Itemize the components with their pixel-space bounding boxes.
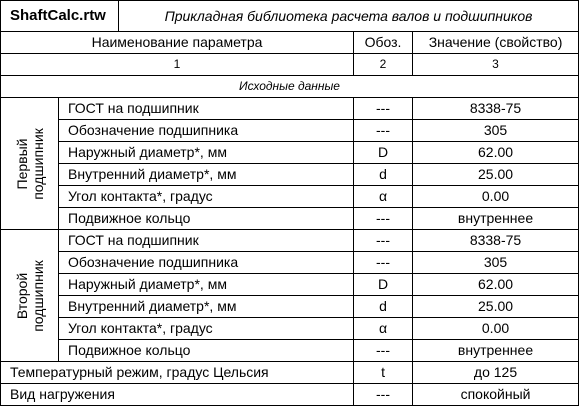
param-value[interactable]: 305 [413,252,579,274]
param-value[interactable]: 0.00 [413,186,579,208]
section-row [1,76,579,98]
param-symbol: d [354,164,413,186]
group-label-line1: Первый [13,138,30,189]
param-symbol: --- [354,252,413,274]
column-number-3: 3 [413,54,579,76]
param-symbol: --- [354,230,413,252]
param-value[interactable]: 0.00 [413,318,579,340]
param-name: Внутренний диаметр*, мм [59,164,354,186]
group-label-bearing-1 [1,98,59,230]
param-value[interactable]: 305 [413,120,579,142]
param-value[interactable]: 62.00 [413,274,579,296]
param-name: Угол контакта*, градус [59,318,354,340]
param-symbol: --- [354,98,413,120]
table-row [1,340,579,362]
column-header-row [1,32,579,54]
param-name: Наружный диаметр*, мм [59,142,354,164]
group-label-line2: подшипник [29,127,46,200]
param-value[interactable]: 62.00 [413,142,579,164]
param-symbol: --- [354,384,413,406]
group-label-bearing-2 [1,230,59,362]
param-symbol: α [354,318,413,340]
param-value[interactable]: спокойный [413,384,579,406]
param-symbol: t [354,362,413,384]
param-name: Обозначение подшипника [59,252,354,274]
column-number-1: 1 [1,54,354,76]
library-title: Прикладная библиотека расчета валов и подшипников [119,1,579,32]
param-name: Угол контакта*, градус [59,186,354,208]
param-value[interactable]: внутреннее [413,208,579,230]
table-row [1,208,579,230]
table-row [1,142,579,164]
param-symbol: --- [354,208,413,230]
table-row [1,230,579,252]
param-name: Подвижное кольцо [59,340,354,362]
param-value[interactable]: 25.00 [413,296,579,318]
table-row [1,384,579,406]
table-row [1,120,579,142]
table-row [1,252,579,274]
group-label-line1: Второй [13,272,30,319]
param-symbol: α [354,186,413,208]
column-header-param: Наименование параметра [1,32,354,54]
title-row [1,1,579,32]
param-value[interactable]: до 125 [413,362,579,384]
param-value[interactable]: внутреннее [413,340,579,362]
param-symbol: --- [354,120,413,142]
param-name: Обозначение подшипника [59,120,354,142]
table-row [1,164,579,186]
param-symbol: --- [354,340,413,362]
table-row [1,296,579,318]
section-title: Исходные данные [1,76,579,98]
param-name: Наружный диаметр*, мм [59,274,354,296]
column-header-value: Значение (свойство) [413,32,579,54]
column-number-row [1,54,579,76]
table-row [1,362,579,384]
param-value[interactable]: 8338-75 [413,230,579,252]
param-name: Температурный режим, градус Цельсия [1,362,354,384]
param-value[interactable]: 8338-75 [413,98,579,120]
group-label-line2: подшипник [29,259,46,332]
param-symbol: d [354,296,413,318]
table-row [1,318,579,340]
column-header-symbol: Обоз. [354,32,413,54]
column-number-2: 2 [354,54,413,76]
param-name: ГОСТ на подшипник [59,98,354,120]
param-name: Вид нагружения [1,384,354,406]
param-symbol: D [354,274,413,296]
param-value[interactable]: 25.00 [413,164,579,186]
param-name: Внутренний диаметр*, мм [59,296,354,318]
param-name: Подвижное кольцо [59,208,354,230]
param-name: ГОСТ на подшипник [59,230,354,252]
param-symbol: D [354,142,413,164]
table-row [1,186,579,208]
table-row [1,274,579,296]
table-row [1,98,579,120]
app-name: ShaftCalc.rtw [1,1,119,32]
